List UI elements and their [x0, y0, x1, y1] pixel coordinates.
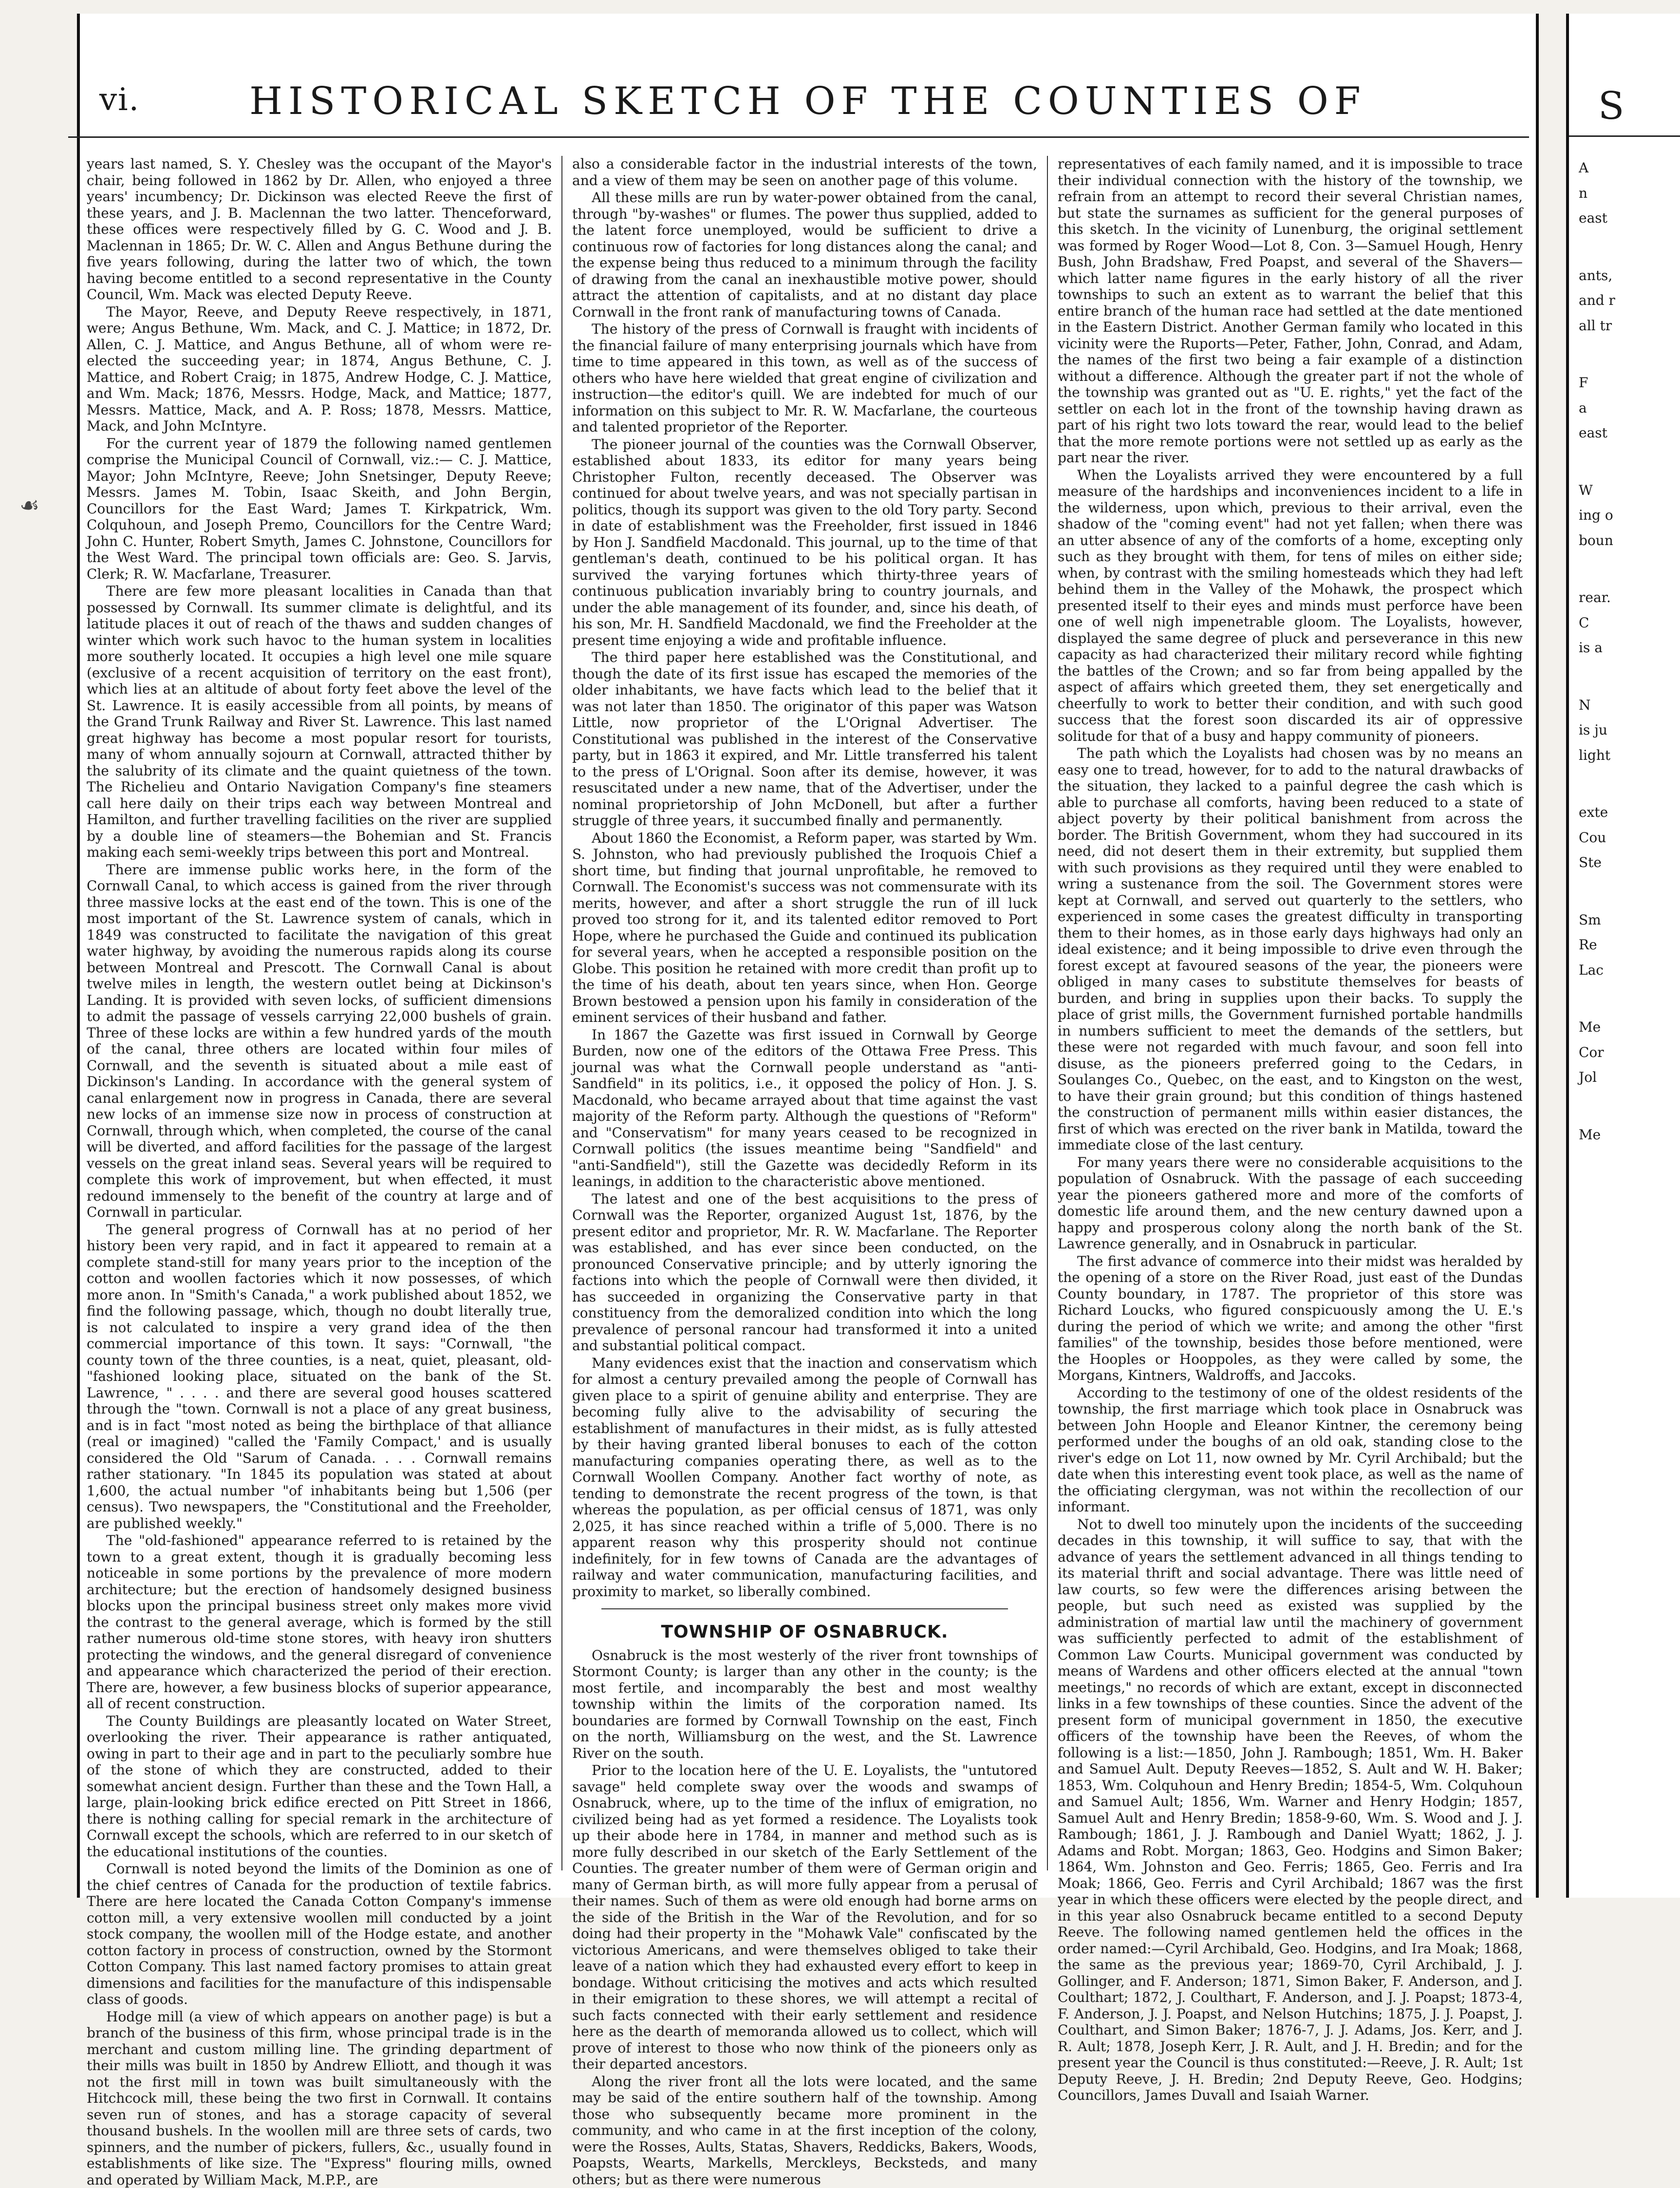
adjacent-page-line: F [1579, 375, 1676, 391]
adjacent-page-line: and r [1579, 292, 1676, 309]
adjacent-page-line: Re [1579, 937, 1676, 953]
paragraph: also a considerable factor in the industrial interests of the town, and a view of them may be seen on another page of this volume. [572, 156, 1037, 189]
adjacent-page-line: Me [1579, 1019, 1676, 1036]
paragraph: When the Loyalists arrived they were encountered by a full measure of the hardships and inconveniences incident to a life in the wilderness, upon which, previous to their arrival, even the shadow of the "coming event" had not yet fallen; when there was an utter absence of any of the comforts of a home, excepting only such as they brought with them, for tens of miles on either side; when, by contrast with the smiling homesteads which they had left behind them in the Valley of the Mohawk, the prospect which presented itself to their eyes and minds must perforce have been one of well nigh impenetrable gloom. The Loyalists, however, displayed the same degree of pluck and perseverance in this new capacity as had characterized their military record while fighting the battles of the Crown; and so far from being appalled by the aspect of affairs which greeted them, they set energetically and cheerfully to work to better their condition, and with such good success that the forest soon discarded its air of oppressive solitude for that of a busy and happy community of pioneers. [1058, 467, 1523, 745]
paragraph: The County Buildings are pleasantly located on Water Street, overlooking the river. Their appearance is rather antiquated, owing in part to their age and in part to the peculiarly sombre hue of the stone of which they are constructed, added to their somewhat ancient design. Further than these and the Town Hall, a large, plain-looking brick edifice erected on Pitt Street in 1866, there is nothing calling for special remark in the architecture of Cornwall except the schools, which are referred to in our sketch of the educational institutions of the counties. [87, 1713, 552, 1860]
adjacent-page-line: Sm [1579, 912, 1676, 928]
adjacent-page-line: exte [1579, 804, 1676, 821]
paragraph: The history of the press of Cornwall is fraught with incidents of the financial failure of many enterprising journals which have from time to time appeared in this town, as well as of the success of others who have here wielded that great engine of civilization and instruction—the editor's quill. We are indebted for much of our information on this subject to Mr. R. W. Macfarlane, the courteous and talented proprietor of the Reporter. [572, 321, 1037, 435]
adjacent-page-line: boun [1579, 532, 1676, 549]
paragraph: About 1860 the Economist, a Reform paper, was started by Wm. S. Johnston, who had previously published the Iroquois Chief a short time, but finding that journal unprofitable, he removed to Cornwall. The Economist's success was not commensurate with its merits, however, and after a short struggle the run of ill luck proved too strong for it, and its talented editor removed to Port Hope, where he purchased the Guide and continued its publication for several years, when he accepted a responsible position on the Globe. This position he retained with more credit than profit up to the time of his death, about ten years since, when Hon. George Brown bestowed a pension upon his family in consideration of the eminent services of their husband and father. [572, 830, 1037, 1026]
paragraph: In 1867 the Gazette was first issued in Cornwall by George Burden, now one of the editors of the Ottawa Free Press. This journal was what the Cornwall people understand as "anti-Sandfield" in its politics, i.e., it opposed the policy of Hon. J. S. Macdonald, who became arrayed about that time against the vast majority of the Reform party. Although the questions of "Reform" and "Conservatism" for many years ceased to be recognized in Cornwall politics (the issues meantime being "Sandfield" and "anti-Sandfield"), still the Gazette was decidedly Reform in its leanings, in addition to the characteristic above mentioned. [572, 1027, 1037, 1190]
paragraph: According to the testimony of one of the oldest residents of the township, the first marriage which took place in Osnabruck was between John Hoople and Eleanor Kintner, the ceremony being performed under the boughs of an old oak, standing close to the river's edge on Lot 11, now owned by Mr. Cyril Archibald; but the date when this interesting event took place, as well as the name of the officiating clergyman, was not within the recollection of our informant. [1058, 1385, 1523, 1515]
page-number: vi. [99, 82, 140, 118]
adjacent-page-line: n [1579, 185, 1676, 202]
paragraph: There are immense public works here, in the form of the Cornwall Canal, to which access is gained from the river through three massive locks at the east end of the town. This is one of the most important of the St. Lawrence system of canals, which in 1849 was constructed to facilitate the navigation of this great water highway, by avoiding the numerous rapids along its course between Montreal and Prescott. The Cornwall Canal is about twelve miles in length, the western outlet being at Dickinson's Landing. It is provided with seven locks, of sufficient dimensions to admit the passage of vessels carrying 22,000 bushels of grain. Three of these locks are within a few hundred yards of the mouth of the canal, three others are located within four miles of Cornwall, and the seventh is situated about a mile east of Dickinson's Landing. In accordance with the general system of canal enlargement now in progress in Canada, there are several new locks of an immense size now in process of construction at Cornwall, through which, when completed, the course of the canal will be diverted, and afford facilities for the passage of the largest vessels on the great inland seas. Several years will be required to complete this work of improvement, but when effected, it must redound immensely to the benefit of the country at large and of Cornwall in particular. [87, 862, 552, 1221]
adjacent-page-rule [1569, 135, 1680, 137]
paragraph: The third paper here established was the Constitutional, and though the date of its first issue has escaped the memories of the older inhabitants, we have facts which lead to the belief that it was not later than 1850. The originator of this paper was Watson Little, now proprietor of the L'Orignal Advertiser. The Constitutional was published in the interest of the Conservative party, but in 1863 it expired, and Mr. Little transferred his talent to the press of L'Orignal. Soon after its demise, however, it was resuscitated under a new name, that of the Advertiser, under the nominal proprietorship of John McDonell, but after a further struggle of three years, it succumbed finally and permanently. [572, 649, 1037, 829]
adjacent-page-line: Lac [1579, 962, 1676, 979]
paragraph: Hodge mill (a view of which appears on another page) is but a branch of the business of this firm, whose principal trade is in the merchant and custom milling line. The grinding department of their mills was built in 1850 by Andrew Elliott, and though it was not the first mill in town was built simultaneously with the Hitchcock mill, these being the two first in Cornwall. It contains seven run of stones, and has a storage capacity of several thousand bushels. In the woollen mill are three sets of cards, two spinners, and the number of pickers, fullers, &c., usually found in establishments of like size. The "Express" flouring mills, owned and operated by William Mack, M.P.P., are [87, 2009, 552, 2188]
adjacent-page-line: rear. [1579, 589, 1676, 606]
paragraph: There are few more pleasant localities in Canada than that possessed by Cornwall. Its summer climate is delightful, and its latitude places it out of reach of the thaws and sudden changes of winter which work such havoc to the human system in localities more southerly located. It occupies a high level one mile square (exclusive of a recent acquisition of territory on the east front), which lies at an altitude of about forty feet above the level of the St. Lawrence. It is easily accessible from all points, by means of the Grand Trunk Railway and River St. Lawrence. This last named great highway has become a most popular resort for tourists, many of whom annually sojourn at Cornwall, attracted thither by the salubrity of its climate and the quaint quietness of the town. The Richelieu and Ontario Navigation Company's fine steamers call here daily on their trips each way between Montreal and Hamilton, and further travelling facilities on the river are supplied by a double line of steamers—the Bohemian and St. Francis making each semi-weekly trips between this port and Montreal. [87, 583, 552, 861]
paragraph: Not to dwell too minutely upon the incidents of the succeeding decades in this township, it will suffice to say, that with the advance of years the settlement advanced in all things tending to its material thrift and social advantage. There was little need of law courts, so few were the differences arising between the people, but such need as existed was supplied by the administration of martial law until the machinery of government was sufficiently perfected to admit of the establishment of Common Law Courts. Municipal government was conducted by means of Wardens and other officers elected at the annual "town meetings," no records of which are extant, except in disconnected links in a few townships of these counties. Since the advent of the present form of municipal government in 1850, the executive officers of the township have been the Reeves, of whom the following is a list:—1850, John J. Rambough; 1851, Wm. H. Baker and Samuel Ault. Deputy Reeves—1852, S. Ault and W. H. Baker; 1853, Wm. Colquhoun and Henry Bredin; 1854-5, Wm. Colquhoun and Samuel Ault; 1856, Wm. Warner and Henry Hodgin; 1857, Samuel Ault and Henry Bredin; 1858-9-60, Wm. S. Wood and J. J. Rambough; 1861, J. J. Rambough and Daniel Wyatt; 1862, J. J. Adams and Robt. Morgan; 1863, Geo. Hodgins and Simon Baker; 1864, Wm. Johnston and Geo. Ferris; 1865, Geo. Ferris and Ira Moak; 1866, Geo. Ferris and Cyril Archibald; 1867 was the first year in which these officers were elected by the people direct, and in this year also Osnabruck became entitled to a second Deputy Reeve. The following named gentlemen held the offices in the order named:—Cyril Archibald, Geo. Hodgins, and Ira Moak; 1868, the same as the previous year; 1869-70, Cyril Archibald, J. J. Gollinger, and F. Anderson; 1871, Simon Baker, F. Anderson, and J. Coulthart; 1872, J. Coulthart, F. Anderson, and J. J. Poapst; 1873-4, F. Anderson, J. J. Poapst, and Nelson Hutchins; 1875, J. J. Poapst, J. Coulthart, and Simon Baker; 1876-7, J. J. Adams, Jos. Kerr, and J. R. Ault; 1878, Joseph Kerr, J. R. Ault, and J. H. Bredin; and for the present year the Council is thus constituted:—Reeve, J. R. Ault; 1st Deputy Reeve, J. H. Bredin; 2nd Deputy Reeve, Geo. Hodgins; Councillors, James Duvall and Isaiah Warner. [1058, 1516, 1523, 2104]
column-1 [87, 156, 552, 1870]
column-3 [1058, 156, 1523, 1870]
column-2 [572, 156, 1037, 1870]
adjacent-page-fragment [1566, 14, 1680, 1898]
adjacent-page-line: is ju [1579, 722, 1676, 738]
adjacent-page-line: ing o [1579, 507, 1676, 524]
paragraph: The first advance of commerce into their midst was heralded by the opening of a store on the River Road, just east of the Dundas County boundary, in 1787. The proprietor of this store was Richard Loucks, who figured conspicuously among the U. E.'s during the period of which we write; and among the other "first families" of the township, besides those before mentioned, were the Hooples or Hooppoles, as they were called by some, the Morgans, Kintners, Waldroffs, and Jaccoks. [1058, 1253, 1523, 1384]
paragraph: Along the river front all the lots were located, and the same may be said of the entire southern half of the township. Among those who subsequently became more prominent in the community, and who came in at the first inception of the colony, were the Rosses, Aults, Statas, Shavers, Reddicks, Bakers, Woods, Poapsts, Wearts, Markells, Merckleys, Becksteds, and many others; but as there were numerous [572, 2074, 1037, 2188]
adjacent-page-line: east [1579, 210, 1676, 226]
adjacent-page-line: A [1579, 160, 1676, 176]
adjacent-page-line: is a [1579, 640, 1676, 656]
paragraph: Osnabruck is the most westerly of the river front townships of Stormont County; is larger than any other in the county; is the most fertile, and incomparably the best and most wealthy township within the limits of the corporation named. Its boundaries are formed by Cornwall Township on the east, Finch on the north, Williamsburg on the west, and the St. Lawrence River on the south. [572, 1647, 1037, 1762]
paragraph: For the current year of 1879 the following named gentlemen comprise the Municipal Council of Cornwall, viz.:— C. J. Mattice, Mayor; John McIntyre, Reeve; John Snetsinger, Deputy Reeve; Messrs. James M. Tobin, Isaac Skeith, and John Bergin, Councillors for the East Ward; James T. Kirkpatrick, Wm. Colquhoun, and Joseph Premo, Councillors for the Centre Ward; John C. Hunter, Robert Smyth, James C. Johnstone, Councillors for the West Ward. The principal town officials are: Geo. S. Jarvis, Clerk; R. W. Macfarlane, Treasurer. [87, 435, 552, 583]
adjacent-page-line: Jol [1579, 1069, 1676, 1086]
adjacent-page-line: W [1579, 482, 1676, 499]
paragraph: years last named, S. Y. Chesley was the occupant of the Mayor's chair, being followed in 1862 by Dr. Allen, who enjoyed a three years' incumbency; Dr. Dickinson was elected Reeve the first of these years, and J. B. Maclennan the two latter. Thenceforward, these offices were respectively filled by G. C. Wood and J. B. Maclennan in 1865; Dr. W. C. Allen and Angus Bethune during the five years following, during the latter two of which, the town having become entitled to a second representative in the County Council, Wm. Mack was elected Deputy Reeve. [87, 156, 552, 303]
adjacent-page-line: light [1579, 747, 1676, 764]
adjacent-page-line: east [1579, 425, 1676, 441]
adjacent-page-line: Cor [1579, 1044, 1676, 1061]
paragraph: The path which the Loyalists had chosen was by no means an easy one to tread, however, for to add to the natural drawbacks of the situation, they lacked to a painful degree the cash which is able to purchase all comforts, having been reduced to a state of abject poverty by their political banishment from across the border. The British Government, whom they had succoured in its need, did not desert them in their extremity, but supplied them with such provisions as they required until they were enabled to wring a sustenance from the soil. The Government stores were kept at Cornwall, and served out quarterly to the settlers, who experienced in some cases the greatest difficulty in transporting them to their homes, as in those early days highways had only an ideal existence; and it being impossible to drive even through the forest except at favoured seasons of the year, the pioneers were obliged in many cases to substitute themselves for beasts of burden, and bring in supplies upon their backs. To supply the place of grist mills, the Government furnished portable handmills in numbers sufficient to meet the demands of the settlers, but these were not regarded with much favour, and soon fell into disuse, as the pioneers preferred going to the Cedars, in Soulanges Co., Quebec, on the east, and to Kingston on the west, to have their grain ground; but this condition of things hastened the construction of permanent mills within easier distances, the first of which was erected on the river bank in Matilda, toward the immediate close of the last century. [1058, 745, 1523, 1153]
paragraph: The general progress of Cornwall has at no period of her history been very rapid, and in fact it appeared to remain at a complete stand-still for many years prior to the inception of the cotton and woollen factories which it now possesses, of which more anon. In "Smith's Canada," a work published about 1852, we find the following passage, which, though no doubt literally true, is not calculated to inspire a very grand idea of the then commercial importance of this town. It says: "Cornwall, "the county town of the three counties, is a neat, quiet, pleasant, old-"fashioned looking place, situated on the bank of the St. Lawrence, " . . . . and there are several good houses scattered through the "town. Cornwall is not a place of any great business, and is in fact "most noted as being the birthplace of that alliance (real or imagined) "called the 'Family Compact,' and is usually considered the Old "Sarum of Canada. . . . Cornwall remains rather stationary. "In 1845 its population was stated at about 1,600, the actual number "of inhabitants being but 1,506 (per census). Two newspapers, the "Constitutional and the Freeholder, are published weekly." [87, 1222, 552, 1532]
adjacent-page-head: S [1598, 84, 1624, 128]
adjacent-page-line: Cou [1579, 830, 1676, 846]
paragraph: The Mayor, Reeve, and Deputy Reeve respectively, in 1871, were; Angus Bethune, Wm. Mack, and C. J. Mattice; in 1872, Dr. Allen, C. J. Mattice, and Angus Bethune, all of whom were re-elected the succeeding year; in 1874, Angus Bethune, C. J. Mattice, and Robert Craig; in 1875, Andrew Hodge, C. J. Mattice, and Wm. Mack; 1876, Messrs. Hodge, Mack, and Mattice; 1877, Messrs. Mattice, Mack, and A. P. Ross; 1878, Messrs. Mattice, Mack, and John McIntyre. [87, 304, 552, 434]
running-head-title: HISTORICAL SKETCH OF THE COUNTIES OF [80, 79, 1536, 123]
adjacent-page-line: N [1579, 697, 1676, 714]
adjacent-page-line: ants, [1579, 267, 1676, 284]
header-rule [68, 136, 1529, 138]
paragraph: The latest and one of the best acquisitions to the press of Cornwall was the Reporter, organized August 1st, 1876, by the present editor and proprietor, Mr. R. W. Macfarlane. The Reporter was established, and has ever since been conducted, on the pronounced Conservative principle; and by utterly ignoring the factions into which the people of Cornwall were then divided, it has succeeded in organizing the Conservative party in that constituency from the demoralized condition into which the long prevalence of personal rancour had transformed it into a united and substantial political compact. [572, 1191, 1037, 1354]
adjacent-page-line: Ste [1579, 854, 1676, 871]
paragraph: Many evidences exist that the inaction and conservatism which for almost a century prevailed among the people of Cornwall has given place to a spirit of genuine ability and enterprise. They are becoming fully alive to the advisability of securing the establishment of manufactures in their midst, as is fully attested by their having granted liberal bonuses to each of the cotton manufacturing companies operating there, as well as to the Cornwall Woollen Company. Another fact worthy of note, as tending to demonstrate the recent progress of the town, is that whereas the population, as per official census of 1871, was only 2,025, it has since reached within a trifle of 5,000. There is no apparent reason why this prosperity should not continue indefinitely, for in few towns of Canada are the advantages of railway and water communication, manufacturing facilities, and proximity to market, so liberally combined. [572, 1355, 1037, 1600]
text-columns [87, 156, 1523, 1870]
adjacent-page-line: all tr [1579, 318, 1676, 334]
paragraph: Cornwall is noted beyond the limits of the Dominion as one of the chief centres of Canada for the production of textile fabrics. There are here located the Canada Cotton Company's immense cotton mill, a very extensive woollen mill conducted by a joint stock company, the woollen mill of the Hodge estate, and another cotton factory in process of construction, owned by the Stormont Cotton Company. This last named factory promises to attain great dimensions and facilities for the manufacture of this indispensable class of goods. [87, 1861, 552, 2008]
adjacent-page-line: Me [1579, 1127, 1676, 1143]
section-heading: TOWNSHIP OF OSNABRUCK. [572, 1624, 1037, 1641]
paragraph: The "old-fashioned" appearance referred to is retained by the town to a great extent, though it is gradually becoming less noticeable in some portions by the prevalence of more modern architecture; but the erection of handsomely designed business blocks upon the principal business street only makes more vivid the contrast to the general average, which is formed by the still rather numerous old-time stone stores, with heavy iron shutters protecting the windows, and the general disregard of convenience and appearance which characterized the period of their erection. There are, however, a few business blocks of superior appearance, all of recent construction. [87, 1532, 552, 1712]
paragraph: For many years there were no considerable acquisitions to the population of Osnabruck. With the passage of each succeeding year the pioneers gathered more and more of the comforts of domestic life around them, and the new century dawned upon a happy and prosperous colony along the north bank of the St. Lawrence generally, and in Osnabruck in particular. [1058, 1154, 1523, 1252]
paragraph: Prior to the location here of the U. E. Loyalists, the "untutored savage" held complete sway over the woods and swamps of Osnabruck, where, up to the time of the influx of emigration, no civilized being had as yet formed a residence. The Loyalists took up their abode here in 1784, in manner and method such as is more fully described in our sketch of the Early Settlement of the Counties. The greater number of them were of German origin and many of German birth, as will more fully appear from a perusal of their names. Such of them as were old enough had borne arms on the side of the British in the War of the Revolution, and for so doing had their property in the "Mohawk Vale" confiscated by the victorious Americans, and were themselves obliged to take their leave of a nation which they had exhausted every effort to keep in bondage. Without criticising the motives and acts which resulted in their emigration to these shores, we will attempt a recital of such facts connected with their early settlement and residence here as the dearth of memoranda allowed us to collect, which will prove of interest to those who now think of the pioneers only as their departed ancestors. [572, 1762, 1037, 2073]
section-divider [601, 1608, 1008, 1609]
paragraph: The pioneer journal of the counties was the Cornwall Observer, established about 1833, its editor for many years being Christopher Fulton, recently deceased. The Observer was continued for about twelve years, and was not specially partisan in politics, though its support was given to the old Tory party. Second in date of establishment was the Freeholder, first issued in 1846 by Hon J. Sandfield Macdonald. This journal, up to the time of that gentleman's death, continued to be his political organ. It has survived the varying fortunes which thirty-three years of continuous publication invariably bring to country journals, and under the able management of its founder, and, since his death, of his son, Mr. H. Sandfield Macdonald, we find the Freeholder at the present time enjoying a wide and profitable influence. [572, 436, 1037, 649]
paragraph: representatives of each family named, and it is impossible to trace their individual connection with the history of the township, we refrain from an attempt to record their several Christian names, but state the surnames as sufficient for the general purposes of this sketch. In the vicinity of Lunenburg, the original settlement was formed by Roger Wood—Lot 8, Con. 3—Samuel Hough, Henry Bush, John Bradshaw, Fred Poapst, and several of the Shavers—which latter name figures in the early history of all the river townships to such an extent as to warrant the belief that this entire branch of the human race had settled at the date mentioned in the Eastern District. Another German family who located in this vicinity were the Ruports—Peter, Father, John, Conrad, and Adam, the names of the first two being a fair example of a distinction without a difference. Although the greater part if not the whole of the township was granted out as "U. E. rights," yet the fact of the settler on each lot in the front of the township having drawn as part of his right two lots toward the rear, would lead to the belief that the more remote portions were not settled up as early as the part near the river. [1058, 156, 1523, 466]
margin-ornament: ☙ [19, 492, 39, 518]
adjacent-page-line: a [1579, 400, 1676, 416]
paragraph: All these mills are run by water-power obtained from the canal, through "by-washes" or flumes. The power thus supplied, added to the latent force unemployed, would be sufficient to drive a continuous row of factories for long distances along the canal; and the expense being thus reduced to a minimum through the facility of drawing from the canal an inexhaustible motive power, should attract the attention of capitalists, and at no distant day place Cornwall in the front rank of manufacturing towns of Canada. [572, 189, 1037, 320]
adjacent-page-lines [1579, 160, 1676, 1151]
adjacent-page-line: C [1579, 615, 1676, 631]
